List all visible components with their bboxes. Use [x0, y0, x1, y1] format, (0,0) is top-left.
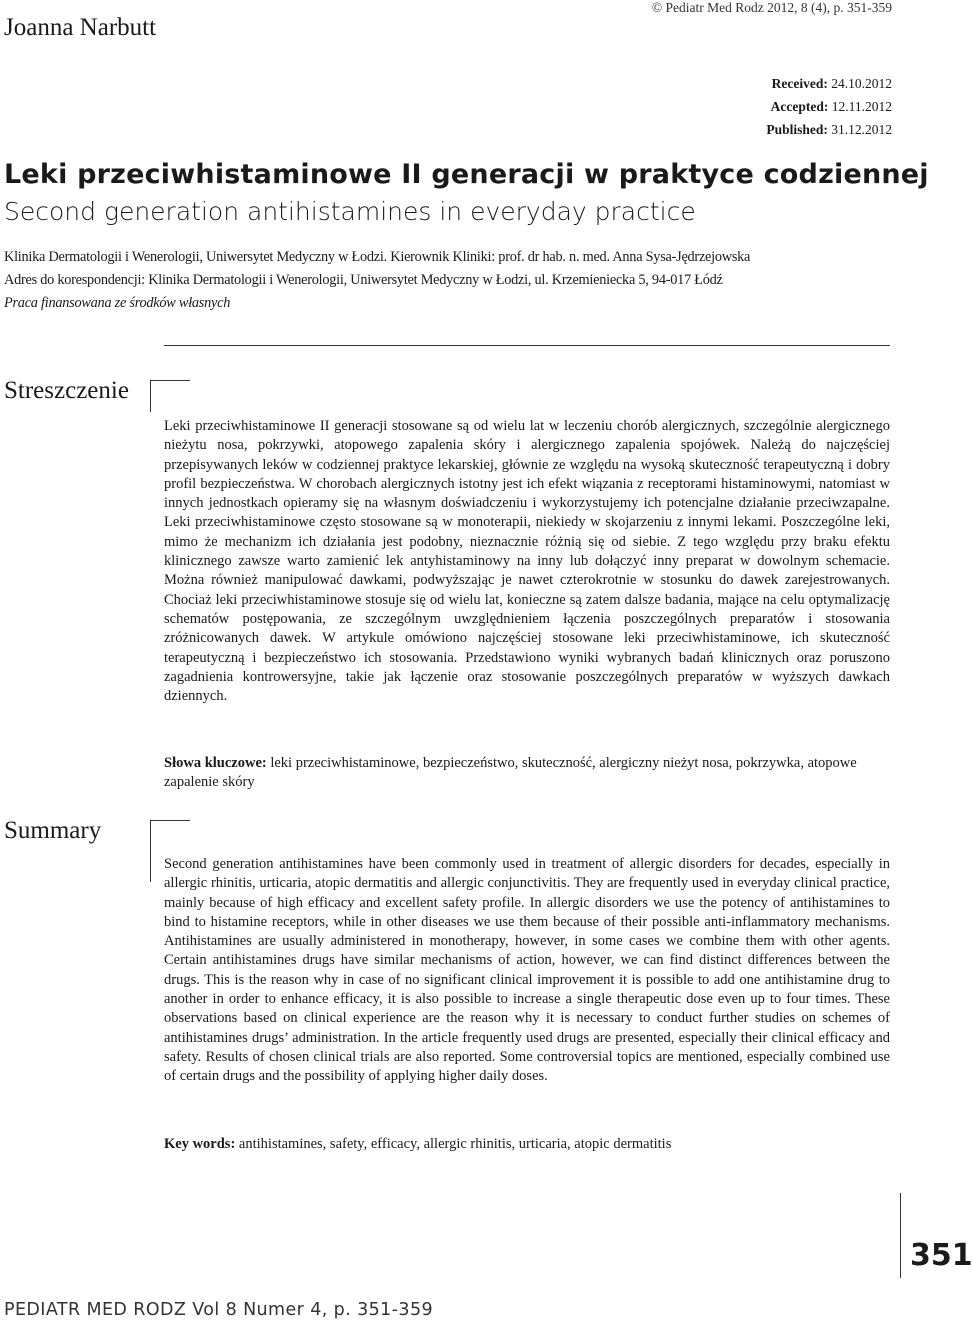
summary-text: Second generation antihistamines have been commonly used in treatment of allergic disorders for decades, especially in allergic rhinitis, urticaria, atopic dermatitis and allergic conjunctivitis. They are frequently used in everyday clinical practice, mainly because of high efficacy and excellent safety profile. In allergic disorders we use the potency of antihistamines to bind to histamine receptors, while in other diseases we use them because of their possible anti-inflammatory mechanisms. Antihistamines are usually administered in monotherapy, however, in some cases we combine them with other agents. Certain antihistamines drugs have similar mechanisms of action, however, we can find distinct differences between the drugs. This is the reason why in case of no significant clinical improvement it is possible to add one antihistamine drug to another in order to enhance efficacy, it is also possible to increase a single therapeutic dose even up to four times. These observations based on clinical experience are the reason why it is necessary to conduct further studies on schemes of antihistamines drugs’ administration. In the article frequently used drugs are presented, especially their clinical efficacy and safety. Results of chosen clinical trials are also reported. Some controversial topics are mentioned, especially combined use of certain drugs and the possibility of applying higher daily doses.	[164, 856, 890, 1085]
running-footer: PEDIATR MED RODZ Vol 8 Numer 4, p. 351-359	[4, 1300, 434, 1320]
summary-keywords-value: antihistamines, safety, efficacy, allergic rhinitis, urticaria, atopic dermatitis	[238, 1136, 672, 1152]
streszczenie-keywords-value: leki przeciwhistaminowe, bezpieczeństwo, skuteczność, alergiczny nieżyt nosa, pokrzywka, atopowe zapalenie skóry	[164, 755, 857, 791]
section-divider	[164, 345, 890, 346]
received-date	[766, 72, 892, 95]
page-number-bar	[900, 1193, 901, 1278]
summary-keywords	[164, 1135, 890, 1154]
streszczenie-heading: Streszczenie	[4, 377, 129, 404]
affiliation-funding: Praca finansowana ze środków własnych	[4, 295, 231, 311]
published-date	[766, 118, 892, 141]
published-value: 31.12.2012	[831, 122, 892, 137]
received-value: 24.10.2012	[831, 76, 892, 91]
streszczenie-heading-bar	[150, 380, 151, 412]
author-name: Joanna Narbutt	[4, 14, 157, 41]
journal-citation: © Pediatr Med Rodz 2012, 8 (4), p. 351-359	[651, 0, 892, 15]
received-label: Received:	[771, 76, 828, 91]
summary-heading-rule	[150, 820, 190, 821]
article-dates	[766, 72, 892, 141]
affiliation-address: Adres do korespondencji: Klinika Dermatologii i Wenerologii, Uniwersytet Medyczny w Łodzi, ul. Krzemieniecka 5, 94-017 Łódź	[4, 272, 723, 288]
accepted-date	[766, 95, 892, 118]
streszczenie-heading-rule	[150, 380, 190, 381]
accepted-value: 12.11.2012	[831, 99, 892, 114]
summary-heading-bar	[150, 820, 151, 882]
affiliation-block	[4, 246, 894, 315]
streszczenie-keywords-label: Słowa kluczowe:	[164, 755, 267, 771]
title-english: Second generation antihistamines in everyday practice	[4, 197, 696, 226]
affiliation-clinic: Klinika Dermatologii i Wenerologii, Uniwersytet Medyczny w Łodzi. Kierownik Kliniki: prof. dr hab. n. med. Anna Sysa-Jędrzejowska	[4, 249, 751, 265]
summary-heading: Summary	[4, 817, 102, 844]
page-number: 351	[910, 1238, 973, 1273]
streszczenie-keywords	[164, 754, 890, 793]
streszczenie-text: Leki przeciwhistaminowe II generacji stosowane są od wielu lat w leczeniu chorób alergicznych, szczególnie alergicznego nieżytu nosa, pokrzywki, atopowego zapalenia skóry i alergicznego zapalenia spojówek. Należą do najczęściej przepisywanych leków w codziennej praktyce lekarskiej, głównie ze względu na wysoką skuteczność terapeutyczną i dobry profil bezpieczeństwa. W chorobach alergicznych istotny jest ich efekt wiązania z receptorami histaminowymi, natomiast w innych jednostkach opieramy się na własnym doświadczeniu i wykorzystujemy ich potencjalne działanie przeciwzapalne. Leki przeciwhistaminowe często stosowane są w monoterapii, niekiedy w skojarzeniu z innymi lekami. Poszczególne leki, mimo że mechanizm ich działania jest podobny, nieznacznie różnią się od siebie. Z tego względu przy braku efektu klinicznego zawsze warto zamienić lek antyhistaminowy na inny lub dołączyć inny preparat w dowolnym schemacie. Można również manipulować dawkami, podwyższając je nawet czterokrotnie w stosunku do dawek zarejestrowanych. Chociaż leki przeciwhistaminowe stosuje się od wielu lat, konieczne są zatem dalsze badania, mające na celu optymalizację schematów postępowania, ze szczególnym uwzględnieniem łączenia poszczególnych preparatów i stosowania zróżnicowanych dawek. W artykule omówiono najczęściej stosowane leki przeciwhistaminowe, ich skuteczność terapeutyczną i bezpieczeństwo ich stosowania. Przedstawiono wyniki wybranych badań klinicznych oraz poruszono zagadnienia kontrowersyjne, takie jak łączenie oraz stosowanie poszczególnych preparatów w wyższych dawkach dziennych.	[164, 418, 890, 705]
summary-keywords-label: Key words:	[164, 1136, 236, 1152]
title-polish: Leki przeciwhistaminowe II generacji w praktyce codziennej	[4, 159, 929, 190]
published-label: Published:	[766, 122, 828, 137]
accepted-label: Accepted:	[770, 99, 829, 114]
